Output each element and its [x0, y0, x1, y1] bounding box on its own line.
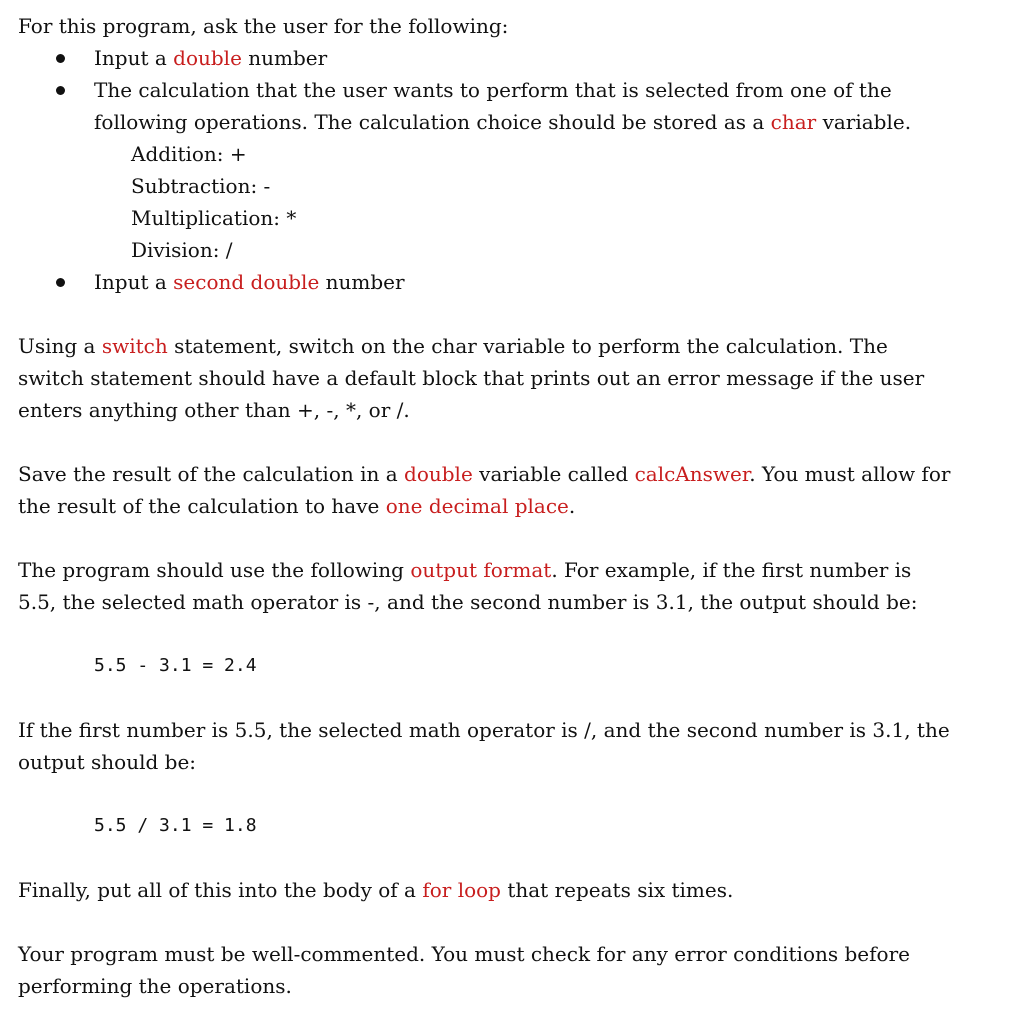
code-example-subtraction: 5.5 - 3.1 = 2.4: [94, 655, 257, 676]
switch-paragraph-line1: Using a switch statement, switch on the char variable to perform the calculation. The: [18, 334, 888, 358]
op-subtraction: Subtraction: -: [131, 174, 271, 198]
loop-paragraph: Finally, put all of this into the body of a for loop that repeats six times.: [18, 878, 734, 902]
op-division: Division: /: [131, 238, 233, 262]
highlight-calcanswer: calcAnswer: [634, 462, 750, 486]
op-addition: Addition: +: [131, 142, 247, 166]
bullet-item-first-number: Input a double number: [18, 42, 1008, 74]
highlight-one-decimal: one decimal place: [385, 494, 569, 518]
division-paragraph-line1: If the first number is 5.5, the selected math operator is /, and the second number is 3.1, the: [18, 718, 950, 742]
bullet-item-second-number: Input a second double number: [18, 266, 1008, 298]
division-paragraph-line2: output should be:: [18, 750, 197, 774]
highlight-double-var: double: [404, 462, 473, 486]
bullet-item-calculation: The calculation that the user wants to perform that is selected from one of the: [18, 74, 1008, 106]
save-paragraph-line1: Save the result of the calculation in a double variable called calcAnswer. You must allow for: [18, 462, 951, 486]
comment-paragraph-line1: Your program must be well-commented. You must check for any error conditions before: [18, 942, 910, 966]
switch-paragraph-line3: enters anything other than +, -, *, or /.: [18, 398, 410, 422]
highlight-char: char: [770, 110, 817, 134]
highlight-for-loop: for loop: [422, 878, 501, 902]
highlight-switch: switch: [101, 334, 168, 358]
bullet-icon: [56, 54, 65, 63]
assignment-document: [18, 10, 1008, 1002]
bullet-icon: [56, 86, 65, 95]
bullet-icon: [56, 278, 65, 287]
intro-text: For this program, ask the user for the following:: [18, 14, 509, 38]
highlight-second-double: second double: [173, 270, 320, 294]
format-paragraph-line1: The program should use the following output format. For example, if the first number is: [18, 558, 912, 582]
code-example-division: 5.5 / 3.1 = 1.8: [94, 815, 257, 836]
save-paragraph-line2: the result of the calculation to have one decimal place.: [18, 494, 576, 518]
format-paragraph-line2: 5.5, the selected math operator is -, and the second number is 3.1, the output should be:: [18, 590, 918, 614]
highlight-double: double: [173, 46, 242, 70]
op-multiplication: Multiplication: *: [131, 206, 297, 230]
highlight-output-format: output format: [410, 558, 552, 582]
bullet-item-calculation-cont: following operations. The calculation choice should be stored as a char variable.: [94, 110, 912, 134]
switch-paragraph-line2: switch statement should have a default block that prints out an error message if the user: [18, 366, 925, 390]
comment-paragraph-line2: performing the operations.: [18, 974, 292, 998]
